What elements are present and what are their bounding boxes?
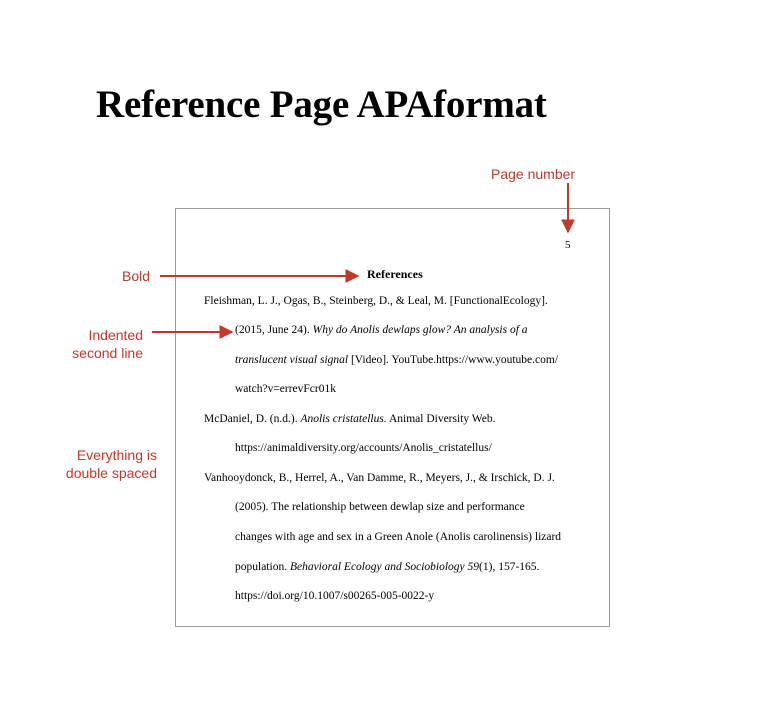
italic-text: Anolis cristatellus. (300, 413, 387, 425)
italic-text: translucent visual signal (235, 354, 349, 366)
reference-line (204, 412, 495, 426)
text-run: https://doi.org/10.1007/s00265-005-0022-y (235, 590, 435, 602)
references-heading: References (367, 267, 423, 281)
reference-line (235, 441, 492, 455)
italic-text: Why do Anolis dewlaps glow? An analysis of a (312, 324, 528, 336)
text-run: population. (235, 561, 290, 573)
text-run: (1), 157-165. (479, 561, 540, 573)
text-run: https://animaldiversity.org/accounts/Anolis_cristatellus/ (235, 442, 492, 454)
indented-callout-line-2: second line (72, 345, 143, 361)
text-run: (2005). The relationship between dewlap size and performance (235, 501, 525, 513)
indented-callout-line-1: Indented (88, 327, 143, 343)
text-run: changes with age and sex in a Green Anole (Anolis carolinensis) lizard (235, 531, 562, 543)
reference-line (235, 353, 558, 367)
double-spaced-callout-line-2: double spaced (65, 465, 157, 481)
reference-line (204, 471, 555, 485)
text-run: Fleishman, L. J., Ogas, B., Steinberg, D., & Leal, M. [FunctionalEcology]. (204, 295, 548, 307)
double-spaced-callout-line-1: Everything is (76, 447, 157, 463)
reference-line (235, 560, 539, 574)
reference-line (235, 530, 561, 544)
reference-line (235, 589, 434, 603)
reference-line (235, 323, 528, 337)
double-spaced-callout (50, 446, 157, 482)
indented-callout (60, 326, 143, 362)
text-run: watch?v=errevFcr01k (235, 383, 336, 395)
page-title: Reference Page APAformat (96, 83, 547, 126)
bold-callout: Bold (122, 268, 151, 284)
text-run: McDaniel, D. (n.d.). (204, 413, 301, 425)
text-run: Vanhooydonck, B., Herrel, A., Van Damme, R., Meyers, J., & Irschick, D. J. (204, 472, 555, 484)
page-number: 5 (565, 239, 571, 251)
reference-line (235, 500, 525, 514)
reference-line (235, 382, 336, 396)
text-run: (2015, June 24). (235, 324, 313, 336)
italic-text: Behavioral Ecology and Sociobiology 59 (289, 561, 480, 573)
reference-line (204, 294, 548, 308)
text-run: [Video]. YouTube.https://www.youtube.com/ (348, 354, 559, 366)
page-number-callout: Page number (491, 166, 576, 182)
text-run: Animal Diversity Web. (386, 413, 496, 425)
